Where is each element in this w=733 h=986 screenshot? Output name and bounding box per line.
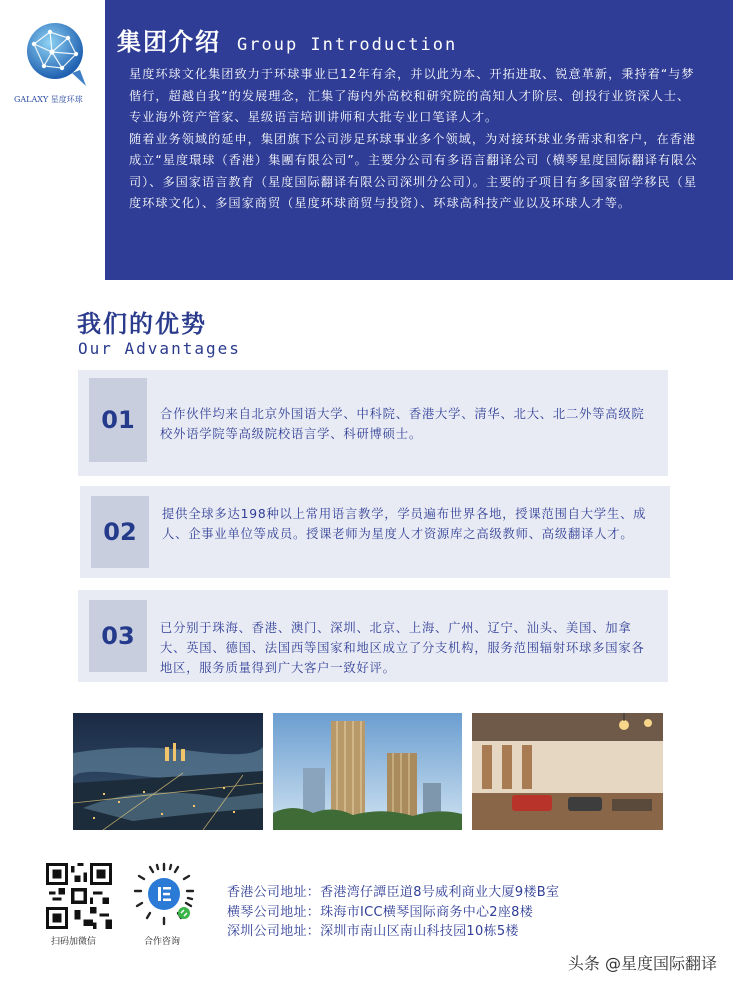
consult-mini-program-code [131, 861, 197, 927]
advantage-number: 01 [89, 378, 147, 462]
advantage-card [78, 370, 668, 476]
intro-title-cn: 集团介绍 [117, 28, 221, 56]
intro-paragraph: 随着业务领域的延申，集团旗下公司涉足环球事业多个领域，为对接环球业务需求和客户，在香港成立“星度環球（香港）集團有限公司”。主要分公司有多语言翻译公司（横琴星度国际翻译有限公司）、多国家语言教育（星度国际翻译有限公司深圳分公司）。主要的子项目有多国家留学移民（星度环球文化）、多国家商贸（星度环球商贸与投资）、环球高科技产业以及环球人才等。 [129, 131, 698, 210]
advantages-title-cn: 我们的优势 [77, 310, 207, 338]
globe-logo-icon [22, 18, 94, 90]
address-label: 香港公司地址： [227, 885, 321, 900]
address-label: 深圳公司地址： [227, 924, 321, 939]
advantage-text: 已分别于珠海、香港、澳门、深圳、北京、上海、广州、辽宁、汕头、美国、加拿大、英国、德国、法国西等国家和地区成立了分支机构，服务范围辐射环球多国家各地区，服务质量得到广大客户一致好评。 [160, 621, 645, 675]
source-watermark: 头条 @星度国际翻译 [567, 954, 717, 973]
skyscraper-photo [273, 713, 462, 830]
advantage-card [80, 486, 670, 578]
city-aerial-photo [73, 713, 263, 830]
logo-brand-text: GALAXY 星度环球 [14, 95, 83, 104]
consult-qr-label: 合作咨询 [144, 937, 181, 947]
address-value: 深圳市南山区南山科技园10栋5楼 [320, 924, 519, 939]
address-value: 珠海市ICC横琴国际商务中心2座8楼 [320, 905, 534, 920]
advantage-number: 03 [89, 600, 147, 672]
address-hongkong [227, 881, 559, 900]
advantages-title-en: Our Advantages [78, 339, 241, 358]
address-label: 横琴公司地址： [227, 905, 321, 920]
intro-title [117, 22, 457, 57]
wechat-qr-label: 扫码加微信 [51, 937, 97, 947]
wechat-qr-code [46, 863, 112, 929]
interior-lounge-photo [472, 713, 663, 830]
company-logo [14, 18, 100, 108]
intro-body [129, 64, 699, 215]
intro-paragraph: 星度环球文化集团致力于环球事业已12年有余，并以此为本、开拓进取、锐意革新，秉持着“与梦偕行，超越自我”的发展理念，汇集了海内外高校和研究院的高知人才阶层、创投行业资深人士、专业海外资产管家、星级语言培训讲师和大批专业口笔译人才。 [129, 67, 695, 124]
advantage-card [78, 590, 668, 682]
address-shenzhen [227, 920, 519, 939]
advantage-text: 提供全球多达198种以上常用语言教学，学员遍布世界各地，授课范围自大学生、成人、企事业单位等成员。授课老师为星度人才资源库之高级教师、高级翻译人才。 [162, 507, 647, 541]
advantage-text: 合作伙伴均来自北京外国语大学、中科院、香港大学、清华、北大、北二外等高级院校外语学院等高级院校语言学、科研博硕士。 [160, 407, 645, 441]
group-introduction-panel [105, 0, 733, 280]
intro-title-en: Group Introduction [237, 35, 458, 55]
address-value: 香港湾仔譚臣道8号威利商业大厦9楼B室 [320, 885, 560, 900]
advantage-number: 02 [91, 496, 149, 568]
address-hengqin [227, 901, 533, 920]
